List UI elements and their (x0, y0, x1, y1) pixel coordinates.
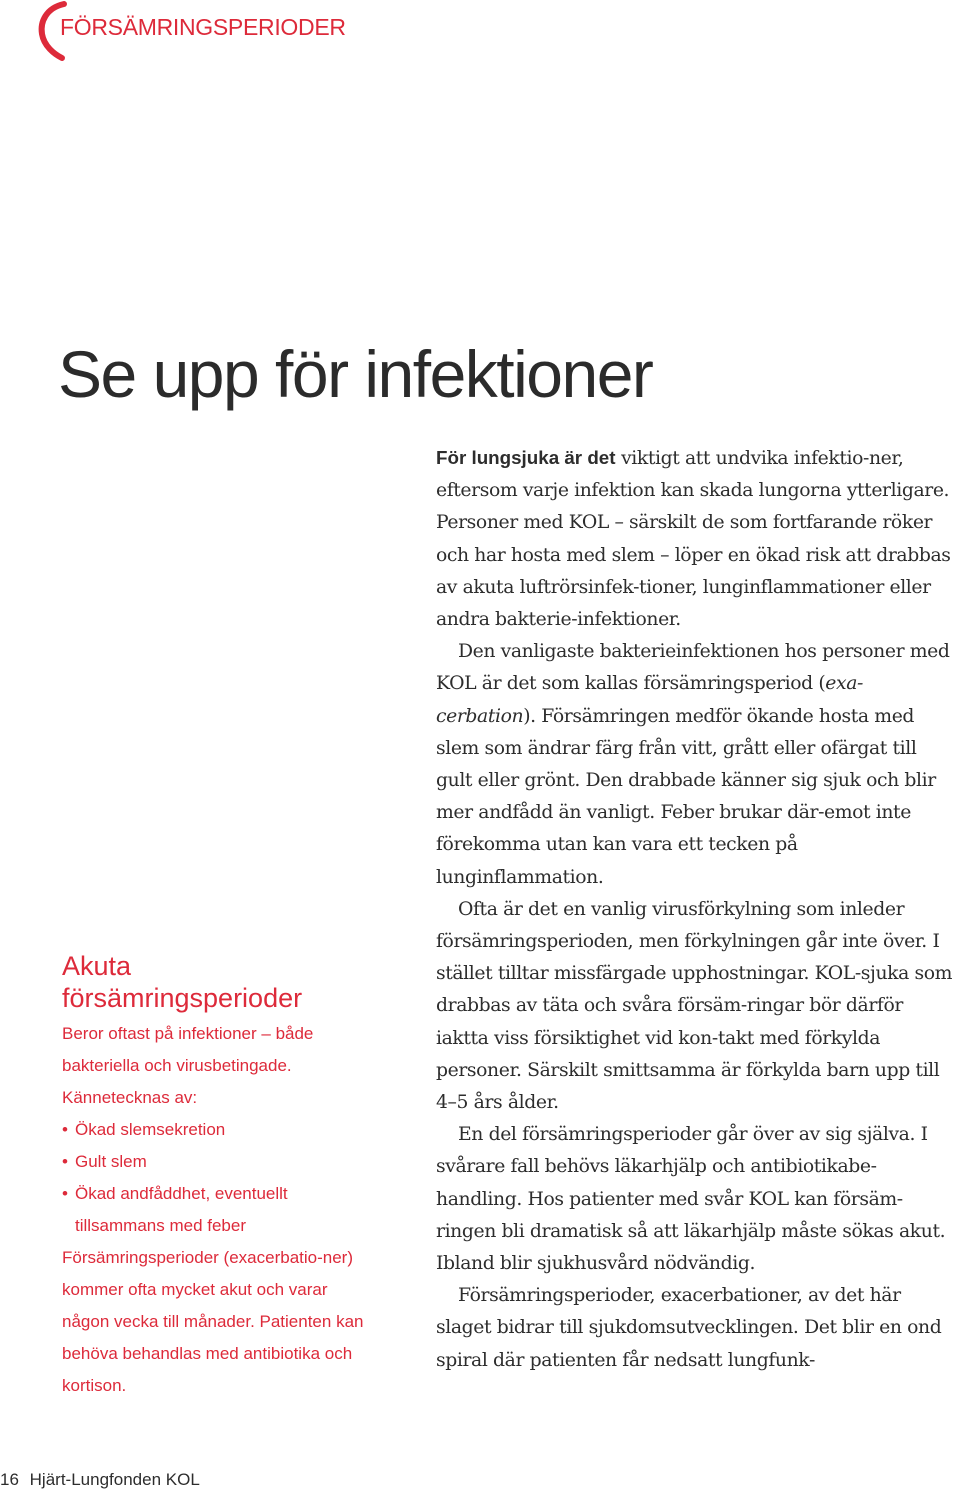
kol-abbr: KOL (436, 673, 477, 695)
bullet-icon: • (62, 1120, 68, 1139)
list-item: • Ökad slemsekretion (62, 1114, 372, 1146)
sidebar-list-heading: Kännetecknas av: (62, 1088, 198, 1107)
page-number: 16 (0, 1470, 19, 1489)
lead-in: För lungsjuka är det (436, 447, 616, 468)
paragraph: Ofta är det en vanlig virusförkylning som inleder försämringsperioden, men förkylningen går inte över. I stället tilltar missfärgade upphostningar. KOL-sjuka som drabbas av täta och svåra försäm-ringar bör därför iakttа viss försiktighet vid kon-takt med förkylda personer. Särskilt smittsamma är förkylda barn upp till 4–5 års ålder. (436, 898, 953, 1114)
body-text (436, 442, 956, 1377)
page-title: Se upp för infektioner (58, 337, 653, 411)
bullet-icon: • (62, 1152, 68, 1171)
publication-name: Hjärt-Lungfonden (29, 1470, 162, 1489)
sidebar-outro: Försämringsperioder (exacerbatio-ner) kommer ofta mycket akut och varar någon vecka till månader. Patienten kan behöva behandlas med antibiotika och kortison. (62, 1248, 364, 1395)
paragraph: Den vanligaste bakterieinfektionen hos personer med KOL är det som kallas försämringsperiod (exa-cerbation). Försämringen medför ökande hosta med slem som ändrar färg från vitt, grått eller ofärgat till gult eller grönt. Den drabbade känner sig sjuk och blir mer andfådd än vanligt. Feber brukar där-emot inte förekomma utan kan vara ett tecken på lunginflammation. (436, 641, 950, 888)
bullet-icon: • (62, 1184, 68, 1203)
page-footer (0, 1470, 200, 1490)
paragraph: För lungsjuka är det viktigt att undvika infektio-ner, eftersom varje infektion kan skada lungorna ytterligare. Personer med KOL – särskilt de som fortfarande röker och har hosta med slem – löper en ökad risk att drabbas av akuta luftrörsinfek-tioner, lunginflammationer eller andra bakterie-infektioner. (436, 447, 951, 631)
sidebar-title: Akuta försämringsperioder (62, 951, 303, 1013)
kol-abbr: KOL (568, 512, 609, 534)
italic-term: exa-cerbation (436, 673, 863, 727)
symptom-list (62, 1114, 372, 1242)
list-item: • Gult slem (62, 1146, 372, 1178)
sidebar-box (62, 950, 372, 1402)
paragraph: En del försämringsperioder går över av sig själva. I svårare fall behövs läkarhjälp och antibiotikabe-handling. Hos patienter med svår KOL kan försäm-ringen bli dramatisk så att läkarhjälp måste sökas akut. Ibland blir sjukhusvård nödvändig. (436, 1124, 946, 1275)
sidebar-intro: Beror oftast på infektioner – både bakteriella och virusbetingade. (62, 1024, 314, 1075)
kol-abbr: KOL (814, 963, 855, 985)
list-item: • Ökad andfåddhet, eventuellt tillsammans med feber (62, 1178, 372, 1242)
kol-abbr: KOL (748, 1188, 789, 1210)
footer-kol: KOL (165, 1470, 200, 1489)
paragraph: Försämringsperioder, exacerbationer, av det här slaget bidrar till sjukdomsutvecklingen. Det blir en ond spiral där patienten får nedsatt lungfunk- (436, 1285, 942, 1371)
section-label: FÖRSÄMRINGSPERIODER (60, 14, 346, 40)
